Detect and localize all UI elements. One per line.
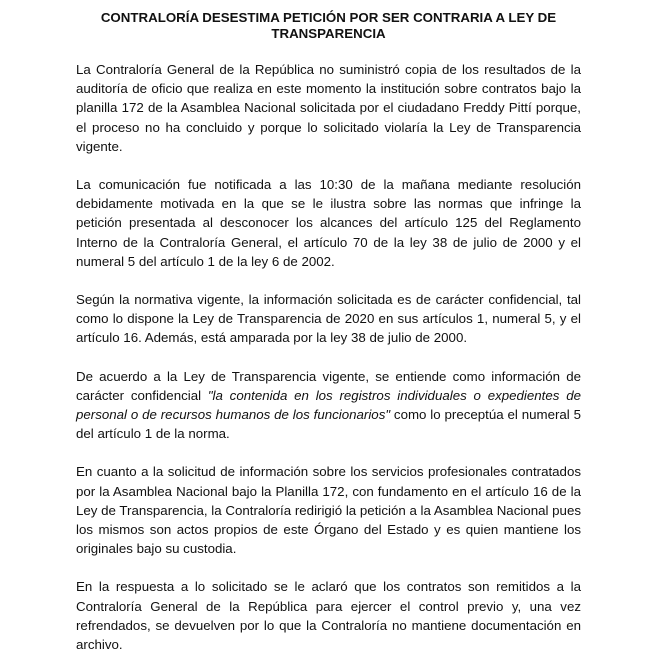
paragraph-2: La comunicación fue notificada a las 10:30 de la mañana mediante resolución debidamente motivada en la que se le ilustra sobre las normas que infringe la petición presentada al desconocer los alcances del artículo 125 del Reglamento Interno de la Contraloría General, el artículo 70 de la ley 38 de julio de 2000 y el numeral 5 del artículo 1 de la ley 6 de 2002. [76,177,581,269]
paragraph-3: Según la normativa vigente, la información solicitada es de carácter confidencial, tal como lo dispone la Ley de Transparencia de 2020 en sus artículos 1, numeral 5, y el artículo 16. Además, está amparada por la ley 38 de julio de 2000. [76,292,581,346]
paragraph-4 [76,367,581,444]
paragraph-5: En cuanto a la solicitud de información sobre los servicios profesionales contratados por la Asamblea Nacional bajo la Planilla 172, con fundamento en el artículo 16 de la Ley de Transparencia, la Contraloría redirigió la petición a la Asamblea Nacional pues los mismos son actos propios de este Órgano del Estado y es quien mantiene los originales bajo su custodia. [76,464,581,557]
paragraph-4-outro: como lo preceptúa el numeral 5 del artículo 1 de la norma. [76,407,581,442]
paragraph-4-intro: De acuerdo a la Ley de Transparencia vigente, se entiende como información de carácter confidencial [76,368,581,403]
paragraph-1: La Contraloría General de la República no suministró copia de los resultados de la auditoría de oficio que realiza en este momento la institución sobre contratos bajo la planilla 172 de la Asamblea Nacional solicitada por el ciudadano Freddy Pittí porque, el proceso no ha concluido y porque lo solicitado violaría la Ley de Transparencia vigente. [76,62,581,154]
paragraph-6: En la respuesta a lo solicitado se le aclaró que los contratos son remitidos a la Contraloría General de la República para ejercer el control previo y, una vez refrendados, se devuelven por lo que la Contraloría no mantiene documentación en archivo. [76,579,581,653]
paragraph-4-quote: "la contenida en los registros individuales o expedientes de personal o de recursos humanos de los funcionarios" [76,387,581,423]
document-title: CONTRALORÍA DESESTIMA PETICIÓN POR SER CONTRARIA A LEY DE TRANSPARENCIA [100,10,557,41]
